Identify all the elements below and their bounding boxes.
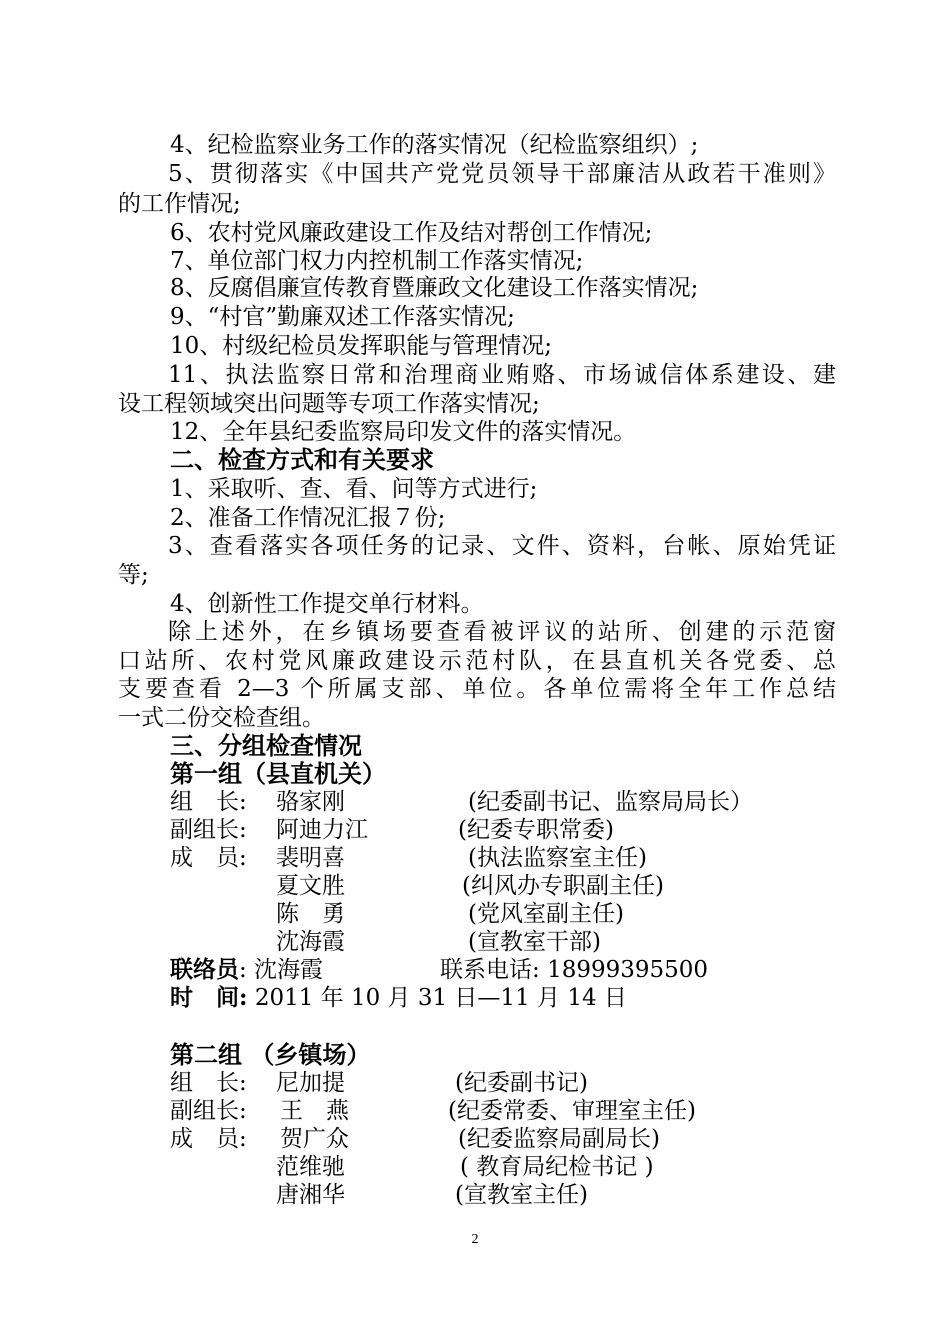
item-12: 12、全年县纪委监察局印发文件的落实情况。 (170, 419, 637, 445)
section-2-line-4: 4、创新性工作提交单行材料。 (170, 591, 484, 617)
item-5-cont: 的工作情况; (118, 191, 241, 217)
section-2-para-3: 支要查看 2—3 个所属支部、单位。各单位需将全年工作总结 (118, 676, 836, 702)
liaison-value: : 沈海霞 (239, 957, 324, 983)
member-name: 范维驰 (276, 1154, 345, 1180)
member-name: 沈海霞 (276, 929, 345, 955)
item-11-cont: 设工程领域突出问题等专项工作落实情况; (118, 391, 540, 417)
item-10: 10、村级纪检员发挥职能与管理情况; (170, 333, 553, 359)
group-2-title: 第二组 （乡镇场） (170, 1040, 371, 1069)
member-title: (纪委监察局副局长) (458, 1126, 660, 1152)
member-name: 陈 勇 (276, 901, 345, 927)
member-title: (纠风办专职副主任) (462, 873, 664, 899)
group-1-phone (440, 955, 708, 985)
section-3-heading: 三、分组检查情况 (170, 731, 362, 760)
member-title: (党风室副主任) (468, 901, 624, 927)
member-title: (纪委副书记) (455, 1070, 588, 1096)
item-4: 4、纪检监察业务工作的落实情况（纪检监察组织）; (170, 132, 699, 158)
member-title: (纪委专职常委) (458, 817, 614, 843)
member-title: (纪委常委、审理室主任) (448, 1098, 696, 1124)
member-name: 夏文胜 (276, 873, 345, 899)
member-title: (宣教室干部) (468, 929, 601, 955)
item-9: 9、“村官”勤廉双述工作落实情况; (170, 304, 515, 330)
member-name: 贺广众 (280, 1126, 349, 1152)
item-6: 6、农村党风廉政建设工作及结对帮创工作情况; (170, 220, 653, 246)
section-2-para-1: 除上述外，在乡镇场要查看被评议的站所、创建的示范窗 (168, 619, 836, 645)
member-name: 王 燕 (280, 1098, 349, 1124)
role-label: 成 员: (170, 1126, 247, 1152)
section-2-heading: 二、检查方式和有关要求 (170, 445, 434, 474)
role-label: 成 员: (170, 845, 247, 871)
member-name: 骆家刚 (276, 789, 345, 815)
section-2-line-1: 1、采取听、查、看、问等方式进行; (170, 476, 538, 502)
member-name: 裴明喜 (276, 845, 345, 871)
member-title: ( 教育局纪检书记 ) (460, 1154, 654, 1180)
member-name: 阿迪力江 (276, 817, 368, 843)
time-value: 2011 年 10 月 31 日—11 月 14 日 (254, 985, 627, 1011)
role-label: 副组长: (170, 1098, 247, 1124)
item-5: 5、贯彻落实《中国共产党党员领导干部廉洁从政若干准则》 (168, 161, 836, 187)
section-2-line-3: 3、查看落实各项任务的记录、文件、资料，台帐、原始凭证 (168, 533, 836, 559)
liaison-label: 联络员 (170, 956, 239, 983)
section-2-para-2: 口站所、农村党风廉政建设示范村队，在县直机关各党委、总 (118, 648, 836, 674)
group-1-time (170, 983, 627, 1013)
item-11: 11、执法监察日常和治理商业贿赂、市场诚信体系建设、建 (168, 362, 836, 388)
item-7: 7、单位部门权力内控机制工作落实情况; (170, 248, 584, 274)
member-title: (执法监察室主任) (468, 845, 647, 871)
member-title: (纪委副书记、监察局局长） (468, 789, 753, 815)
role-label: 组 长: (170, 1070, 247, 1096)
member-name: 尼加提 (276, 1070, 345, 1096)
member-title: (宣教室主任) (455, 1182, 588, 1208)
member-name: 唐湘华 (276, 1182, 345, 1208)
section-2-line-2: 2、准备工作情况汇报７份; (170, 505, 446, 531)
role-label: 组 长: (170, 789, 247, 815)
phone-number: 18999395500 (547, 957, 709, 983)
group-1-liaison (170, 955, 323, 985)
item-8: 8、反腐倡廉宣传教育暨廉政文化建设工作落实情况; (170, 275, 699, 301)
section-2-line-3-cont: 等; (118, 562, 149, 588)
group-1-title: 第一组（县直机关） (170, 759, 386, 788)
time-label: 时 间: (170, 984, 248, 1011)
section-2-para-4: 一式二份交检查组。 (118, 705, 325, 731)
phone-label: 联系电话: (440, 957, 540, 983)
page-number: 2 (471, 1232, 479, 1247)
role-label: 副组长: (170, 817, 247, 843)
